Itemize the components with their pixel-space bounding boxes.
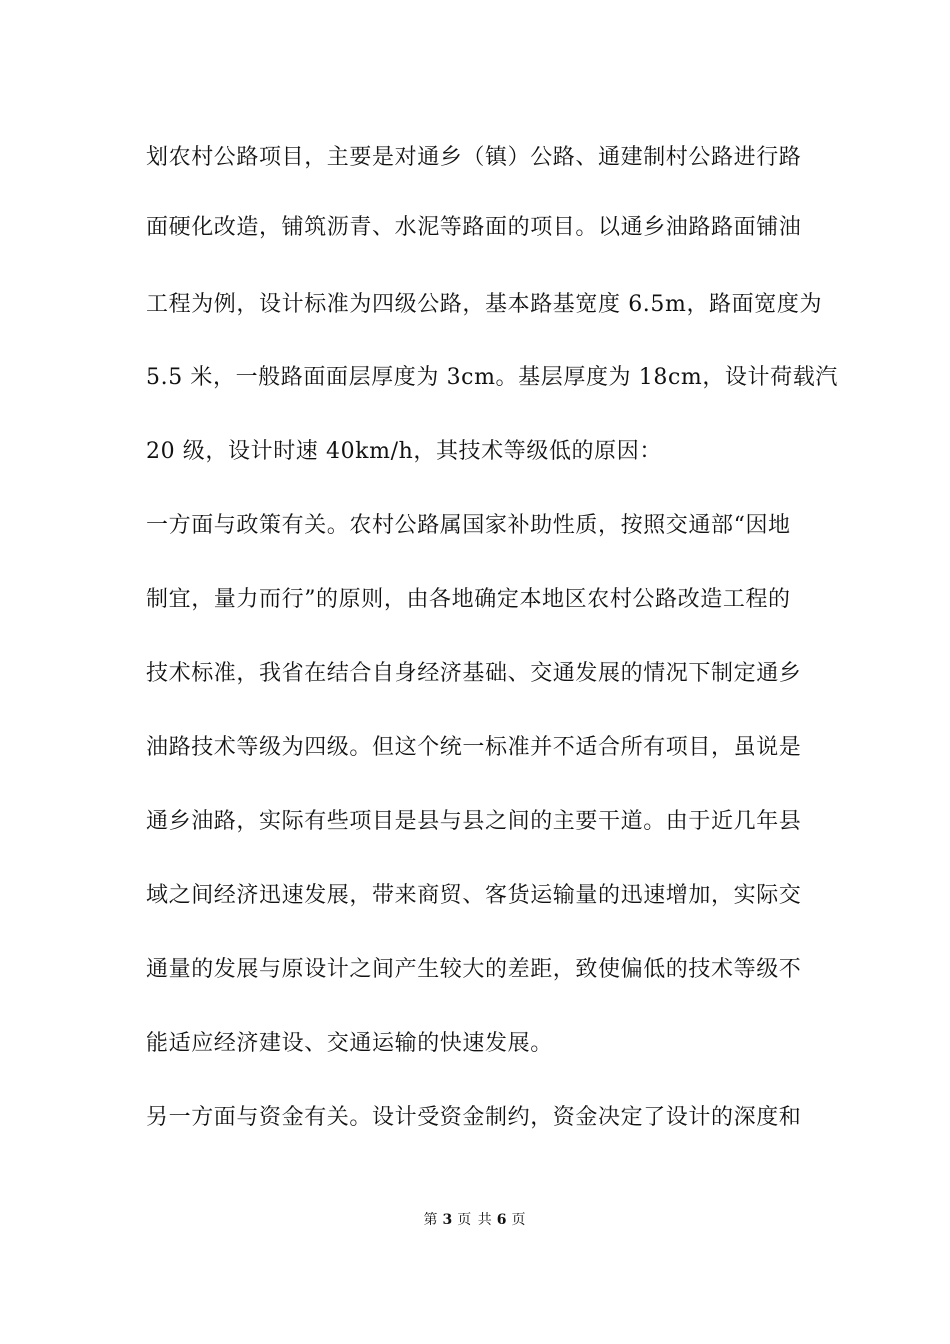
footer-middle: 页 共 — [457, 1212, 493, 1228]
text-line-12: 通量的发展与原设计之间产生较大的差距，致使偏低的技术等级不 — [146, 957, 802, 982]
page-footer — [0, 1210, 950, 1230]
footer-suffix: 页 — [511, 1212, 527, 1228]
current-page-number: 3 — [442, 1212, 454, 1228]
text-line-2: 面硬化改造，铺筑沥青、水泥等路面的项目。以通乡油路路面铺油 — [146, 215, 802, 240]
text-line-3: 工程为例，设计标准为四级公路，基本路基宽度 6.5m，路面宽度为 — [146, 292, 823, 317]
text-line-11: 域之间经济迅速发展，带来商贸、客货运输量的迅速增加，实际交 — [146, 883, 802, 908]
text-line-13: 能适应经济建设、交通运输的快速发展。 — [146, 1031, 553, 1056]
text-line-4: 5.5 米，一般路面面层厚度为 3cm。基层厚度为 18cm，设计荷载汽 — [146, 365, 838, 390]
text-line-1: 划农村公路项目，主要是对通乡（镇）公路、通建制村公路进行路 — [146, 145, 802, 170]
text-line-6: 一方面与政策有关。农村公路属国家补助性质，按照交通部“因地 — [146, 513, 791, 538]
text-line-7: 制宜，量力而行”的原则，由各地确定本地区农村公路改造工程的 — [146, 587, 791, 612]
footer-prefix: 第 — [423, 1212, 439, 1228]
total-pages-number: 6 — [496, 1212, 508, 1228]
text-line-8: 技术标准，我省在结合自身经济基础、交通发展的情况下制定通乡 — [146, 661, 802, 686]
text-line-10: 通乡油路，实际有些项目是县与县之间的主要干道。由于近几年县 — [146, 809, 802, 834]
text-line-9: 油路技术等级为四级。但这个统一标准并不适合所有项目，虽说是 — [146, 735, 802, 760]
text-line-14: 另一方面与资金有关。设计受资金制约，资金决定了设计的深度和 — [146, 1105, 802, 1130]
text-line-5: 20 级，设计时速 40km/h，其技术等级低的原因： — [146, 439, 662, 464]
